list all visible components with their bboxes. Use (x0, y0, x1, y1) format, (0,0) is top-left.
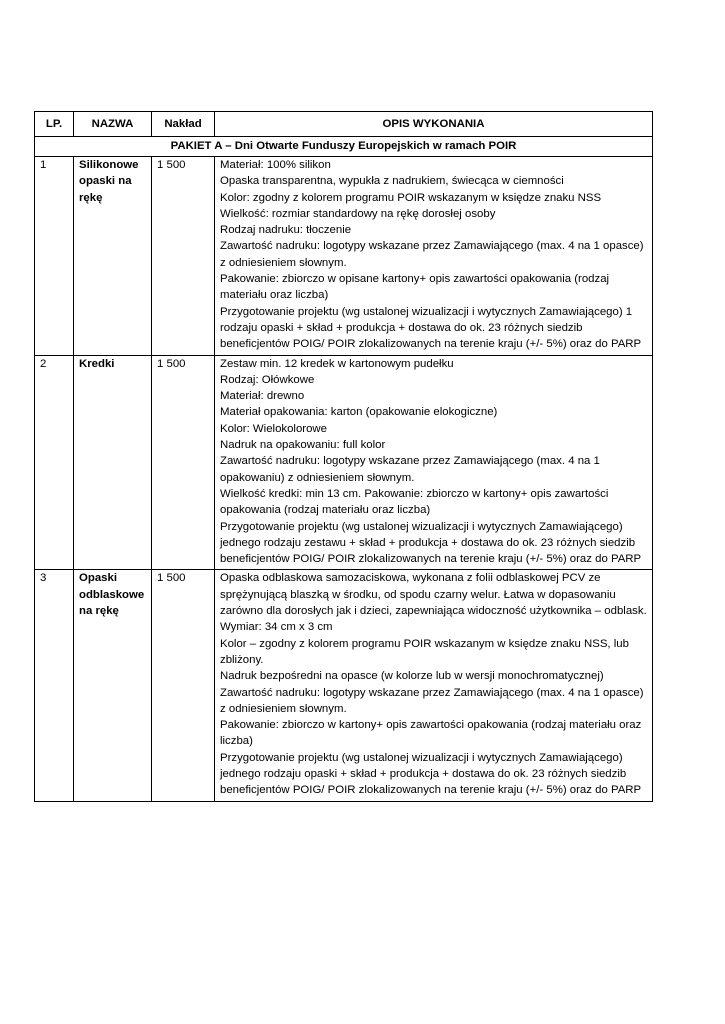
header-row (35, 112, 653, 137)
item-lp: 1 (35, 157, 74, 356)
description-line: Przygotowanie projektu (wg ustalonej wizualizacji i wytycznych Zamawiającego) 1 rodzaju opaski + skład + produkcja + dostawa do ok. 23 różnych siedzib beneficjentów POIG/ POIR zlokalizowanych na terenie kraju (+/- 5%) oraz do PARP (220, 305, 642, 351)
description-line: Kolor – zgodny z kolorem programu POIR wskazanym w księdze znaku NSS, lub zbliżony. (220, 637, 629, 666)
description-line: Materiał opakowania: karton (opakowanie elokogiczne) (220, 406, 498, 419)
item-quantity: 1 500 (152, 570, 215, 801)
description-line: Kolor: zgodny z kolorem programu POIR wskazanym w księdze znaku NSS (220, 191, 602, 204)
table-row (35, 157, 653, 356)
description-line: Materiał: 100% silikon (220, 159, 331, 171)
table-row (35, 355, 653, 570)
description-line: Wymiar: 34 cm x 3 cm (220, 621, 333, 634)
item-quantity: 1 500 (152, 355, 215, 570)
description-line: Wielkość: rozmiar standardowy na rękę dorosłej osoby (220, 207, 496, 220)
description-line: Wielkość kredki: min 13 cm. Pakowanie: zbiorczo w kartony+ opis zawartości opakowania (rodzaj materiału oraz liczba) (220, 487, 609, 517)
table-row (35, 570, 653, 801)
item-name: Opaski odblaskowe na rękę (74, 570, 152, 801)
description-line: Rodzaj: Ołówkowe (220, 373, 315, 386)
description-line: Materiał: drewno (220, 390, 305, 403)
section-row (35, 137, 653, 157)
description-line: Pakowanie: zbiorczo w kartony+ opis zawartości opakowania (rodzaj materiału oraz liczba) (220, 719, 642, 748)
item-name: Silikonowe opaski na rękę (74, 157, 152, 356)
header-lp: LP. (35, 112, 74, 137)
item-description (215, 355, 653, 570)
description-line: Rodzaj nadruku: tłoczenie (220, 224, 352, 237)
header-opis: OPIS WYKONANIA (215, 112, 653, 137)
specification-table (34, 111, 653, 802)
description-line: Zawartość nadruku: logotypy wskazane przez Zamawiającego (max. 4 na 1 opasce) z odniesieniem słownym. (220, 240, 644, 269)
description-line: Opaska transparentna, wypukła z nadrukiem, świecąca w ciemności (220, 175, 564, 188)
description-line: Zestaw min. 12 kredek w kartonowym pudełku (220, 357, 454, 370)
description-line: Nadruk bezpośredni na opasce (w kolorze lub w wersji monochromatycznej) (220, 670, 604, 683)
description-line: Zawartość nadruku: logotypy wskazane przez Zamawiającego (max. 4 na 1 opasce) z odniesieniem słownym. (220, 686, 644, 715)
description-line: Przygotowanie projektu (wg ustalonej wizualizacji i wytycznych Zamawiającego) jednego rodzaju zestawu + skład + produkcja + dostawa do ok. 23 różnych siedzib beneficjentów POIG/ POIR zlokalizowanych na terenie kraju (+/- 5%) oraz do PARP (220, 520, 642, 566)
description-line: Opaska odblaskowa samozaciskowa, wykonana z folii odblaskowej PCV ze sprężynującą blaszką w środku, od spodu czarny welur. Łatwa w dopasowaniu zarówno dla dorosłych jak i dzieci, zapewniająca widoczność użytkownika – odblask. (220, 572, 647, 618)
item-lp: 3 (35, 570, 74, 801)
description-line: Nadruk na opakowaniu: full kolor (220, 439, 386, 452)
description-line: Przygotowanie projektu (wg ustalonej wizualizacji i wytycznych Zamawiającego) jednego rodzaju opaski + skład + produkcja + dostawa do ok. 23 różnych siedzib beneficjentów POIG/ POIR zlokalizowanych na terenie kraju (+/- 5%) oraz do PARP (220, 751, 642, 797)
item-lp: 2 (35, 355, 74, 570)
section-title: PAKIET A – Dni Otwarte Funduszy Europejskich w ramach POIR (35, 137, 653, 157)
header-nazwa: NAZWA (74, 112, 152, 137)
description-line: Pakowanie: zbiorczo w opisane kartony+ opis zawartości opakowania (rodzaj materiału oraz liczba) (220, 273, 610, 302)
item-description (215, 570, 653, 801)
description-line: Zawartość nadruku: logotypy wskazane przez Zamawiającego (max. 4 na 1 opakowaniu) z odniesieniem słownym. (220, 455, 600, 484)
description-line: Kolor: Wielokolorowe (220, 422, 327, 435)
item-quantity: 1 500 (152, 157, 215, 356)
item-name: Kredki (74, 355, 152, 570)
item-description (215, 157, 653, 356)
header-naklad: Nakład (152, 112, 215, 137)
